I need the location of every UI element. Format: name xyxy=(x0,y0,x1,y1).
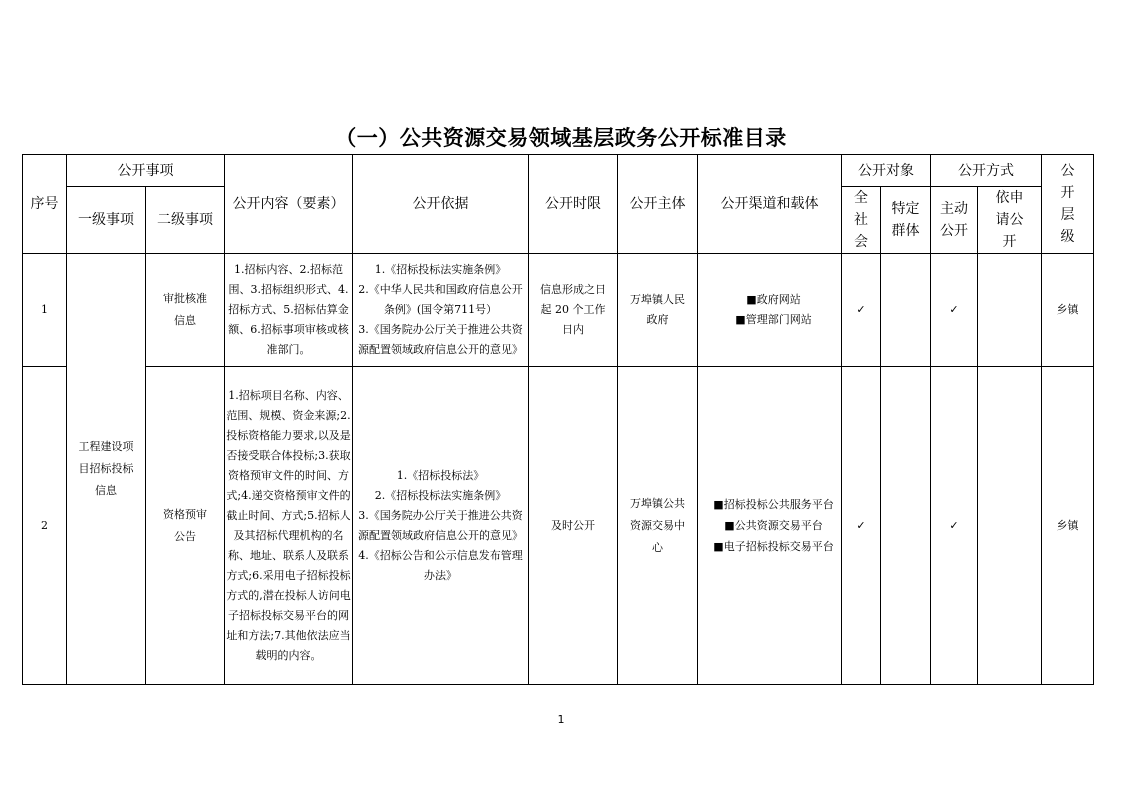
row-content: 1.招标内容、2.招标范围、3.招标组织形式、4.招标方式、5.招标估算金额、6.招标事项审核或核准部门。 xyxy=(225,254,353,367)
row-level: 乡镇 xyxy=(1042,254,1094,367)
header-level1: 一级事项 xyxy=(67,187,146,254)
header-channel: 公开渠道和载体 xyxy=(698,155,842,254)
basis-item: 1.《招标投标法》 xyxy=(396,468,485,482)
basis-item: 2.《中华人民共和国政府信息公开条例》(国令第711号） xyxy=(358,283,523,316)
channel-item: ■公共资源交易平台 xyxy=(724,519,823,532)
row-serial: 2 xyxy=(23,367,67,685)
header-method-request: 依申请公开 xyxy=(978,187,1042,254)
row-time-limit: 及时公开 xyxy=(529,367,618,685)
row-channels xyxy=(698,254,842,367)
row-on-request xyxy=(978,367,1042,685)
row-on-request xyxy=(978,254,1042,367)
header-item-group: 公开事项 xyxy=(67,155,225,187)
row-basis xyxy=(353,367,529,685)
basis-item: 2.《招标投标法实施条例》 xyxy=(374,488,507,502)
row-time-limit: 信息形成之日起 20 个工作日内 xyxy=(529,254,618,367)
table-row xyxy=(23,254,1094,367)
basis-item: 3.《国务院办公厅关于推进公共资源配置领域政府信息公开的意见》 xyxy=(358,508,523,542)
basis-item: 4.《招标公告和公示信息发布管理办法》 xyxy=(358,548,523,582)
channel-item: ■电子招标投标交易平台 xyxy=(713,540,834,553)
row-content: 1.招标项目名称、内容、范围、规模、资金来源;2.投标资格能力要求,以及是否接受联合体投标;3.获取资格预审文件的时间、方式;4.递交资格预审文件的截止时间、方式;5.招标人及其招标代理机构的名称、地址、联系人及联系方式;6.采用电子招标投标方式的,潜在投标人访问电子招标投标交易平台的网址和方法;7.其他依法应当载明的内容。 xyxy=(225,367,353,685)
header-method-active: 主动公开 xyxy=(931,187,978,254)
header-target-group: 公开对象 xyxy=(842,155,931,187)
header-target-specific: 特定群体 xyxy=(881,187,931,254)
row-specific-group xyxy=(881,254,931,367)
header-method-group: 公开方式 xyxy=(931,155,1042,187)
table-row xyxy=(23,367,1094,685)
basis-item: 1.《招标投标法实施条例》 xyxy=(374,263,507,276)
page-number: 1 xyxy=(557,713,565,726)
header-content: 公开内容（要素） xyxy=(225,155,353,254)
row-subject: 万埠镇人民政府 xyxy=(618,254,698,367)
check-icon: ✓ xyxy=(931,254,978,367)
row-serial: 1 xyxy=(23,254,67,367)
channel-item: ■招标投标公共服务平台 xyxy=(713,498,834,511)
check-icon: ✓ xyxy=(842,367,881,685)
row-level: 乡镇 xyxy=(1042,367,1094,685)
standard-table xyxy=(22,154,1094,685)
check-icon: ✓ xyxy=(931,367,978,685)
channel-item: ■管理部门网站 xyxy=(735,313,812,326)
header-basis: 公开依据 xyxy=(353,155,529,254)
channel-item: ■政府网站 xyxy=(746,293,801,306)
header-level2: 二级事项 xyxy=(146,187,225,254)
row-specific-group xyxy=(881,367,931,685)
page-title: （一）公共资源交易领域基层政务公开标准目录 xyxy=(335,126,787,150)
level1-item: 工程建设项目招标投标信息 xyxy=(67,254,146,685)
row-level2: 资格预审公告 xyxy=(146,367,225,685)
row-level2: 审批核准信息 xyxy=(146,254,225,367)
row-channels xyxy=(698,367,842,685)
header-subject: 公开主体 xyxy=(618,155,698,254)
header-serial: 序号 xyxy=(23,155,67,254)
header-level: 公开层级 xyxy=(1042,155,1094,254)
basis-item: 3.《国务院办公厅关于推进公共资源配置领域政府信息公开的意见》 xyxy=(358,323,523,356)
header-target-all: 全社会 xyxy=(842,187,881,254)
header-time-limit: 公开时限 xyxy=(529,155,618,254)
row-subject: 万埠镇公共资源交易中心 xyxy=(618,367,698,685)
check-icon: ✓ xyxy=(842,254,881,367)
row-basis xyxy=(353,254,529,367)
